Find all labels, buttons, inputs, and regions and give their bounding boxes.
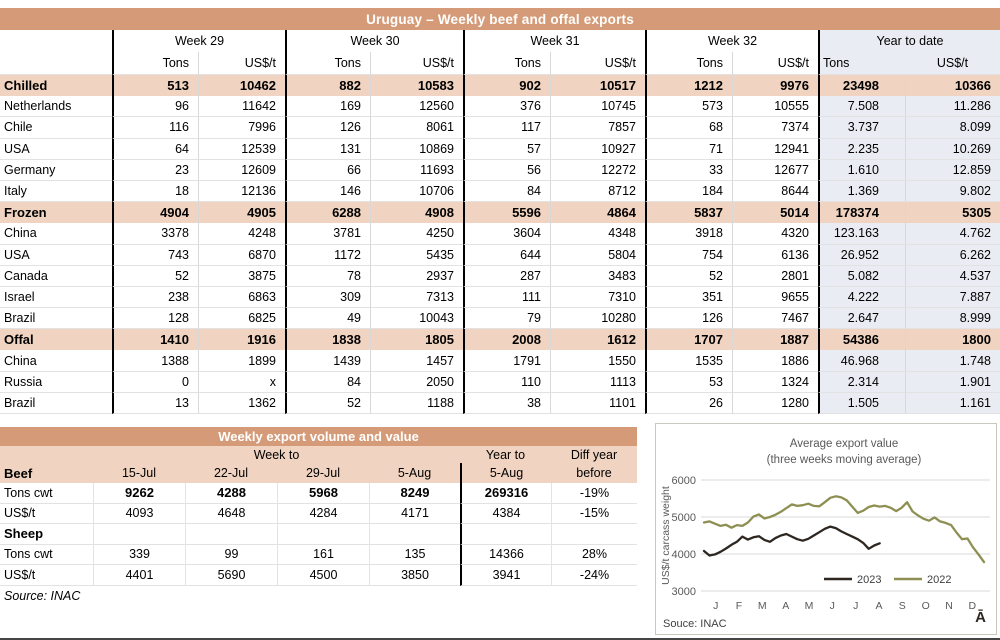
table-cell: 12136	[198, 181, 285, 202]
table-cell: 10.269	[905, 139, 1000, 160]
chart-title: Average export value	[789, 438, 899, 450]
tons-subheader: Tons	[463, 52, 550, 75]
table-cell: 1188	[370, 393, 463, 414]
table-cell: 4348	[550, 223, 645, 244]
empty-cell	[93, 524, 185, 545]
table-cell: 3604	[463, 223, 550, 244]
table-cell: 4908	[370, 202, 463, 223]
table-cell: 238	[112, 287, 198, 308]
tons-subheader: Tons	[112, 52, 198, 75]
table-cell: 2801	[732, 266, 818, 287]
table-cell: 4288	[185, 483, 277, 504]
table-cell: 573	[645, 96, 732, 117]
country-row-label: Israel	[0, 287, 112, 308]
table-cell: 66	[285, 160, 370, 181]
table-cell: -19%	[551, 483, 637, 504]
table-cell: 8249	[369, 483, 460, 504]
usd-subheader: US$/t	[370, 52, 463, 75]
table-cell: 10706	[370, 181, 463, 202]
table-cell: 1172	[285, 245, 370, 266]
table-cell: 1550	[550, 350, 645, 371]
series-line-2022	[704, 496, 984, 562]
table-cell: 52	[112, 266, 198, 287]
table-cell: 126	[285, 117, 370, 138]
table-cell: 84	[463, 181, 550, 202]
table-cell: 9.802	[905, 181, 1000, 202]
before-header: before	[551, 463, 637, 483]
table-cell: 10366	[905, 75, 1000, 96]
table-cell: 1899	[198, 350, 285, 371]
table-cell: 10280	[550, 308, 645, 329]
table-cell: 1.748	[905, 350, 1000, 371]
table-cell: 23	[112, 160, 198, 181]
table-cell: 5968	[277, 483, 369, 504]
usd-subheader: US$/t	[198, 52, 285, 75]
y-tick-label: 6000	[671, 475, 696, 487]
table-cell: 11642	[198, 96, 285, 117]
table-cell: 1800	[905, 329, 1000, 350]
y-tick-label: 3000	[671, 586, 696, 598]
y-tick-label: 5000	[671, 512, 696, 524]
table-cell: -24%	[551, 565, 637, 586]
table-cell: 3781	[285, 223, 370, 244]
table-cell: 10555	[732, 96, 818, 117]
table-cell: 178374	[818, 202, 905, 223]
table-cell: 3.737	[818, 117, 905, 138]
table-cell: 1410	[112, 329, 198, 350]
country-row-label: Russia	[0, 372, 112, 393]
table-cell: 1280	[732, 393, 818, 414]
export-value-chart	[655, 423, 997, 635]
x-tick-label: A	[875, 600, 883, 612]
usd-subheader: US$/t	[550, 52, 645, 75]
table-cell: 169	[285, 96, 370, 117]
x-tick-label: A	[782, 600, 790, 612]
table-cell: 52	[645, 266, 732, 287]
table-cell: 8.999	[905, 308, 1000, 329]
week-to-header: Week to	[93, 446, 460, 463]
table-cell: 128	[112, 308, 198, 329]
line-chart-svg	[656, 424, 996, 634]
date-header: 22-Jul	[185, 463, 277, 483]
table-cell: 4284	[277, 504, 369, 525]
ytd-usd-subheader: US$/t	[905, 52, 1000, 75]
table-cell: 5837	[645, 202, 732, 223]
empty-cell	[185, 524, 277, 545]
table-cell: 5804	[550, 245, 645, 266]
date-header: 5-Aug	[460, 463, 551, 483]
table-cell: 513	[112, 75, 198, 96]
table-cell: 6288	[285, 202, 370, 223]
table-cell: 10927	[550, 139, 645, 160]
country-row-label: Netherlands	[0, 96, 112, 117]
table-cell: 10745	[550, 96, 645, 117]
table-cell: 644	[463, 245, 550, 266]
table-cell: 46.968	[818, 350, 905, 371]
table-cell: 1362	[198, 393, 285, 414]
table-cell: 743	[112, 245, 198, 266]
table-cell: 7310	[550, 287, 645, 308]
table-cell: 52	[285, 393, 370, 414]
table-cell: 8712	[550, 181, 645, 202]
metric-row-label: US$/t	[0, 504, 93, 525]
table-cell: 1388	[112, 350, 198, 371]
table-cell: 3918	[645, 223, 732, 244]
table-cell: 14366	[460, 545, 551, 566]
ytd-tons-subheader: Tons	[818, 52, 905, 75]
country-row-label: Canada	[0, 266, 112, 287]
table-cell: 882	[285, 75, 370, 96]
table-cell: 4648	[185, 504, 277, 525]
x-tick-label: J	[713, 600, 719, 612]
country-row-label: USA	[0, 139, 112, 160]
x-tick-label: D	[968, 600, 977, 612]
table-cell: 12539	[198, 139, 285, 160]
tons-subheader: Tons	[285, 52, 370, 75]
table-cell: 2008	[463, 329, 550, 350]
country-row-label: Chile	[0, 117, 112, 138]
country-row-label: Brazil	[0, 308, 112, 329]
table-cell: 68	[645, 117, 732, 138]
table-cell: 161	[277, 545, 369, 566]
y-axis-label: US$/t carcass weight	[660, 486, 672, 585]
chart-source-note: Souce: INAC	[663, 618, 727, 630]
table-cell: 10583	[370, 75, 463, 96]
y-tick-label: 4000	[671, 549, 696, 561]
table-cell: 5435	[370, 245, 463, 266]
table-cell: 18	[112, 181, 198, 202]
table-cell: 116	[112, 117, 198, 138]
table-cell: 8644	[732, 181, 818, 202]
header-spacer	[0, 30, 112, 52]
table-cell: 4904	[112, 202, 198, 223]
table-cell: 376	[463, 96, 550, 117]
metric-row-label: US$/t	[0, 565, 93, 586]
ytd-header: Year to date	[818, 30, 1000, 52]
table-cell: 1791	[463, 350, 550, 371]
table-cell: 28%	[551, 545, 637, 566]
tons-subheader: Tons	[645, 52, 732, 75]
table-cell: 11693	[370, 160, 463, 181]
table-cell: 126	[645, 308, 732, 329]
table-cell: 6.262	[905, 245, 1000, 266]
table-cell: 1838	[285, 329, 370, 350]
date-header: 29-Jul	[277, 463, 369, 483]
table-cell: 2937	[370, 266, 463, 287]
country-row-label: Brazil	[0, 393, 112, 414]
empty-cell	[369, 524, 460, 545]
exports-table	[0, 8, 1000, 414]
sheep-section-label: Sheep	[0, 524, 93, 545]
table-cell: 84	[285, 372, 370, 393]
table-cell: 2.235	[818, 139, 905, 160]
table-cell: 4.222	[818, 287, 905, 308]
date-header: 5-Aug	[369, 463, 460, 483]
empty-cell	[460, 524, 551, 545]
table-cell: 4093	[93, 504, 185, 525]
table-cell: 12.859	[905, 160, 1000, 181]
table-cell: 287	[463, 266, 550, 287]
empty-cell	[277, 524, 369, 545]
table-cell: 135	[369, 545, 460, 566]
subheader-spacer	[0, 52, 112, 75]
table-cell: 1805	[370, 329, 463, 350]
table-cell: 12272	[550, 160, 645, 181]
table-cell: 1887	[732, 329, 818, 350]
week-header-29: Week 29	[112, 30, 285, 52]
table-cell: 12609	[198, 160, 285, 181]
table-cell: 12560	[370, 96, 463, 117]
week-header-30: Week 30	[285, 30, 463, 52]
country-row-label: China	[0, 223, 112, 244]
table-cell: 7.508	[818, 96, 905, 117]
country-row-label: Italy	[0, 181, 112, 202]
table-cell: 117	[463, 117, 550, 138]
table-cell: 7857	[550, 117, 645, 138]
legend-label-2022: 2022	[927, 574, 952, 586]
exports-table-grid	[0, 30, 1000, 414]
table-cell: 146	[285, 181, 370, 202]
table-cell: -15%	[551, 504, 637, 525]
table-cell: 4384	[460, 504, 551, 525]
table-cell: 4500	[277, 565, 369, 586]
table-cell: 131	[285, 139, 370, 160]
table-cell: 64	[112, 139, 198, 160]
table-cell: 4171	[369, 504, 460, 525]
table-cell: 3875	[198, 266, 285, 287]
country-row-label: USA	[0, 245, 112, 266]
table-cell: 10517	[550, 75, 645, 96]
table-cell: 5014	[732, 202, 818, 223]
series-line-2023	[704, 527, 880, 556]
table-cell: 10043	[370, 308, 463, 329]
table-cell: 2050	[370, 372, 463, 393]
table-cell: 4864	[550, 202, 645, 223]
table-cell: x	[198, 372, 285, 393]
section-row-label: Chilled	[0, 75, 112, 96]
table-cell: 12941	[732, 139, 818, 160]
table-cell: 33	[645, 160, 732, 181]
legend-label-2023: 2023	[857, 574, 882, 586]
table-cell: 1439	[285, 350, 370, 371]
table-cell: 1.161	[905, 393, 1000, 414]
table-source-note: Source: INAC	[4, 588, 81, 603]
table-cell: 1.610	[818, 160, 905, 181]
table-cell: 269316	[460, 483, 551, 504]
table-cell: 1.505	[818, 393, 905, 414]
table-cell: 2.647	[818, 308, 905, 329]
table-cell: 4905	[198, 202, 285, 223]
table-cell: 1457	[370, 350, 463, 371]
table-cell: 23498	[818, 75, 905, 96]
table-cell: 110	[463, 372, 550, 393]
table-cell: 3378	[112, 223, 198, 244]
table-cell: 4.537	[905, 266, 1000, 287]
beef-section-label: Beef	[0, 463, 93, 483]
table-cell: 123.163	[818, 223, 905, 244]
table-cell: 38	[463, 393, 550, 414]
chart-subtitle: (three weeks moving average)	[766, 454, 922, 466]
table-cell: 6870	[198, 245, 285, 266]
volume-value-table	[0, 427, 637, 603]
table-cell: 99	[185, 545, 277, 566]
table-cell: 3941	[460, 565, 551, 586]
table-cell: 53	[645, 372, 732, 393]
country-row-label: Germany	[0, 160, 112, 181]
table-cell: 8061	[370, 117, 463, 138]
table-cell: 2.314	[818, 372, 905, 393]
table-cell: 0	[112, 372, 198, 393]
x-tick-label: J	[829, 600, 835, 612]
country-row-label: China	[0, 350, 112, 371]
table-cell: 339	[93, 545, 185, 566]
table-cell: 5596	[463, 202, 550, 223]
table-cell: 1113	[550, 372, 645, 393]
table-cell: 754	[645, 245, 732, 266]
table-cell: 4250	[370, 223, 463, 244]
table-cell: 4401	[93, 565, 185, 586]
table-cell: 8.099	[905, 117, 1000, 138]
table-cell: 10869	[370, 139, 463, 160]
week-header-31: Week 31	[463, 30, 645, 52]
volume-value-grid	[0, 446, 637, 586]
section-row-label: Frozen	[0, 202, 112, 223]
table-cell: 1612	[550, 329, 645, 350]
table-cell: 1324	[732, 372, 818, 393]
empty-cell	[551, 524, 637, 545]
table-cell: 11.286	[905, 96, 1000, 117]
exports-table-title: Uruguay – Weekly beef and offal exports	[0, 8, 1000, 30]
table-cell: 1101	[550, 393, 645, 414]
table-cell: 351	[645, 287, 732, 308]
x-tick-label: M	[804, 600, 814, 612]
table-cell: 79	[463, 308, 550, 329]
table-cell: 1212	[645, 75, 732, 96]
x-tick-label: N	[945, 600, 953, 612]
table-cell: 10462	[198, 75, 285, 96]
table-cell: 49	[285, 308, 370, 329]
table-cell: 1916	[198, 329, 285, 350]
corner-glyph: Ā	[975, 609, 986, 626]
table-cell: 4.762	[905, 223, 1000, 244]
table-cell: 7996	[198, 117, 285, 138]
table-cell: 5305	[905, 202, 1000, 223]
table-cell: 3850	[369, 565, 460, 586]
table-cell: 6825	[198, 308, 285, 329]
metric-row-label: Tons cwt	[0, 483, 93, 504]
table-cell: 78	[285, 266, 370, 287]
table-cell: 96	[112, 96, 198, 117]
x-tick-label: O	[921, 600, 930, 612]
volume-value-table-title: Weekly export volume and value	[0, 427, 637, 446]
table-cell: 26.952	[818, 245, 905, 266]
table-cell: 54386	[818, 329, 905, 350]
date-header: 15-Jul	[93, 463, 185, 483]
table-cell: 12677	[732, 160, 818, 181]
table-cell: 71	[645, 139, 732, 160]
x-tick-label: J	[853, 600, 859, 612]
table-cell: 26	[645, 393, 732, 414]
table-cell: 9262	[93, 483, 185, 504]
table-cell: 1707	[645, 329, 732, 350]
table-cell: 6863	[198, 287, 285, 308]
table-cell: 7467	[732, 308, 818, 329]
table-cell: 1535	[645, 350, 732, 371]
week-header-32: Week 32	[645, 30, 818, 52]
x-tick-label: S	[898, 600, 906, 612]
table-cell: 309	[285, 287, 370, 308]
table-cell: 1.901	[905, 372, 1000, 393]
table-cell: 9976	[732, 75, 818, 96]
table-cell: 7374	[732, 117, 818, 138]
table-cell: 111	[463, 287, 550, 308]
table-cell: 4320	[732, 223, 818, 244]
table-cell: 57	[463, 139, 550, 160]
metric-row-label: Tons cwt	[0, 545, 93, 566]
table-cell: 5.082	[818, 266, 905, 287]
x-tick-label: M	[757, 600, 767, 612]
table-cell: 7313	[370, 287, 463, 308]
table-cell: 9655	[732, 287, 818, 308]
table-cell: 1.369	[818, 181, 905, 202]
table-cell: 4248	[198, 223, 285, 244]
table-cell: 184	[645, 181, 732, 202]
usd-subheader: US$/t	[732, 52, 818, 75]
table-cell: 56	[463, 160, 550, 181]
table-cell: 1886	[732, 350, 818, 371]
year-to-header: Year to	[460, 446, 551, 463]
section-row-label: Offal	[0, 329, 112, 350]
table-cell: 902	[463, 75, 550, 96]
table-cell: 6136	[732, 245, 818, 266]
table-cell: 13	[112, 393, 198, 414]
table-cell: 7.887	[905, 287, 1000, 308]
diff-year-header: Diff year	[551, 446, 637, 463]
group-header-spacer	[0, 446, 93, 463]
table-cell: 3483	[550, 266, 645, 287]
table-cell: 5690	[185, 565, 277, 586]
x-tick-label: F	[735, 600, 743, 612]
